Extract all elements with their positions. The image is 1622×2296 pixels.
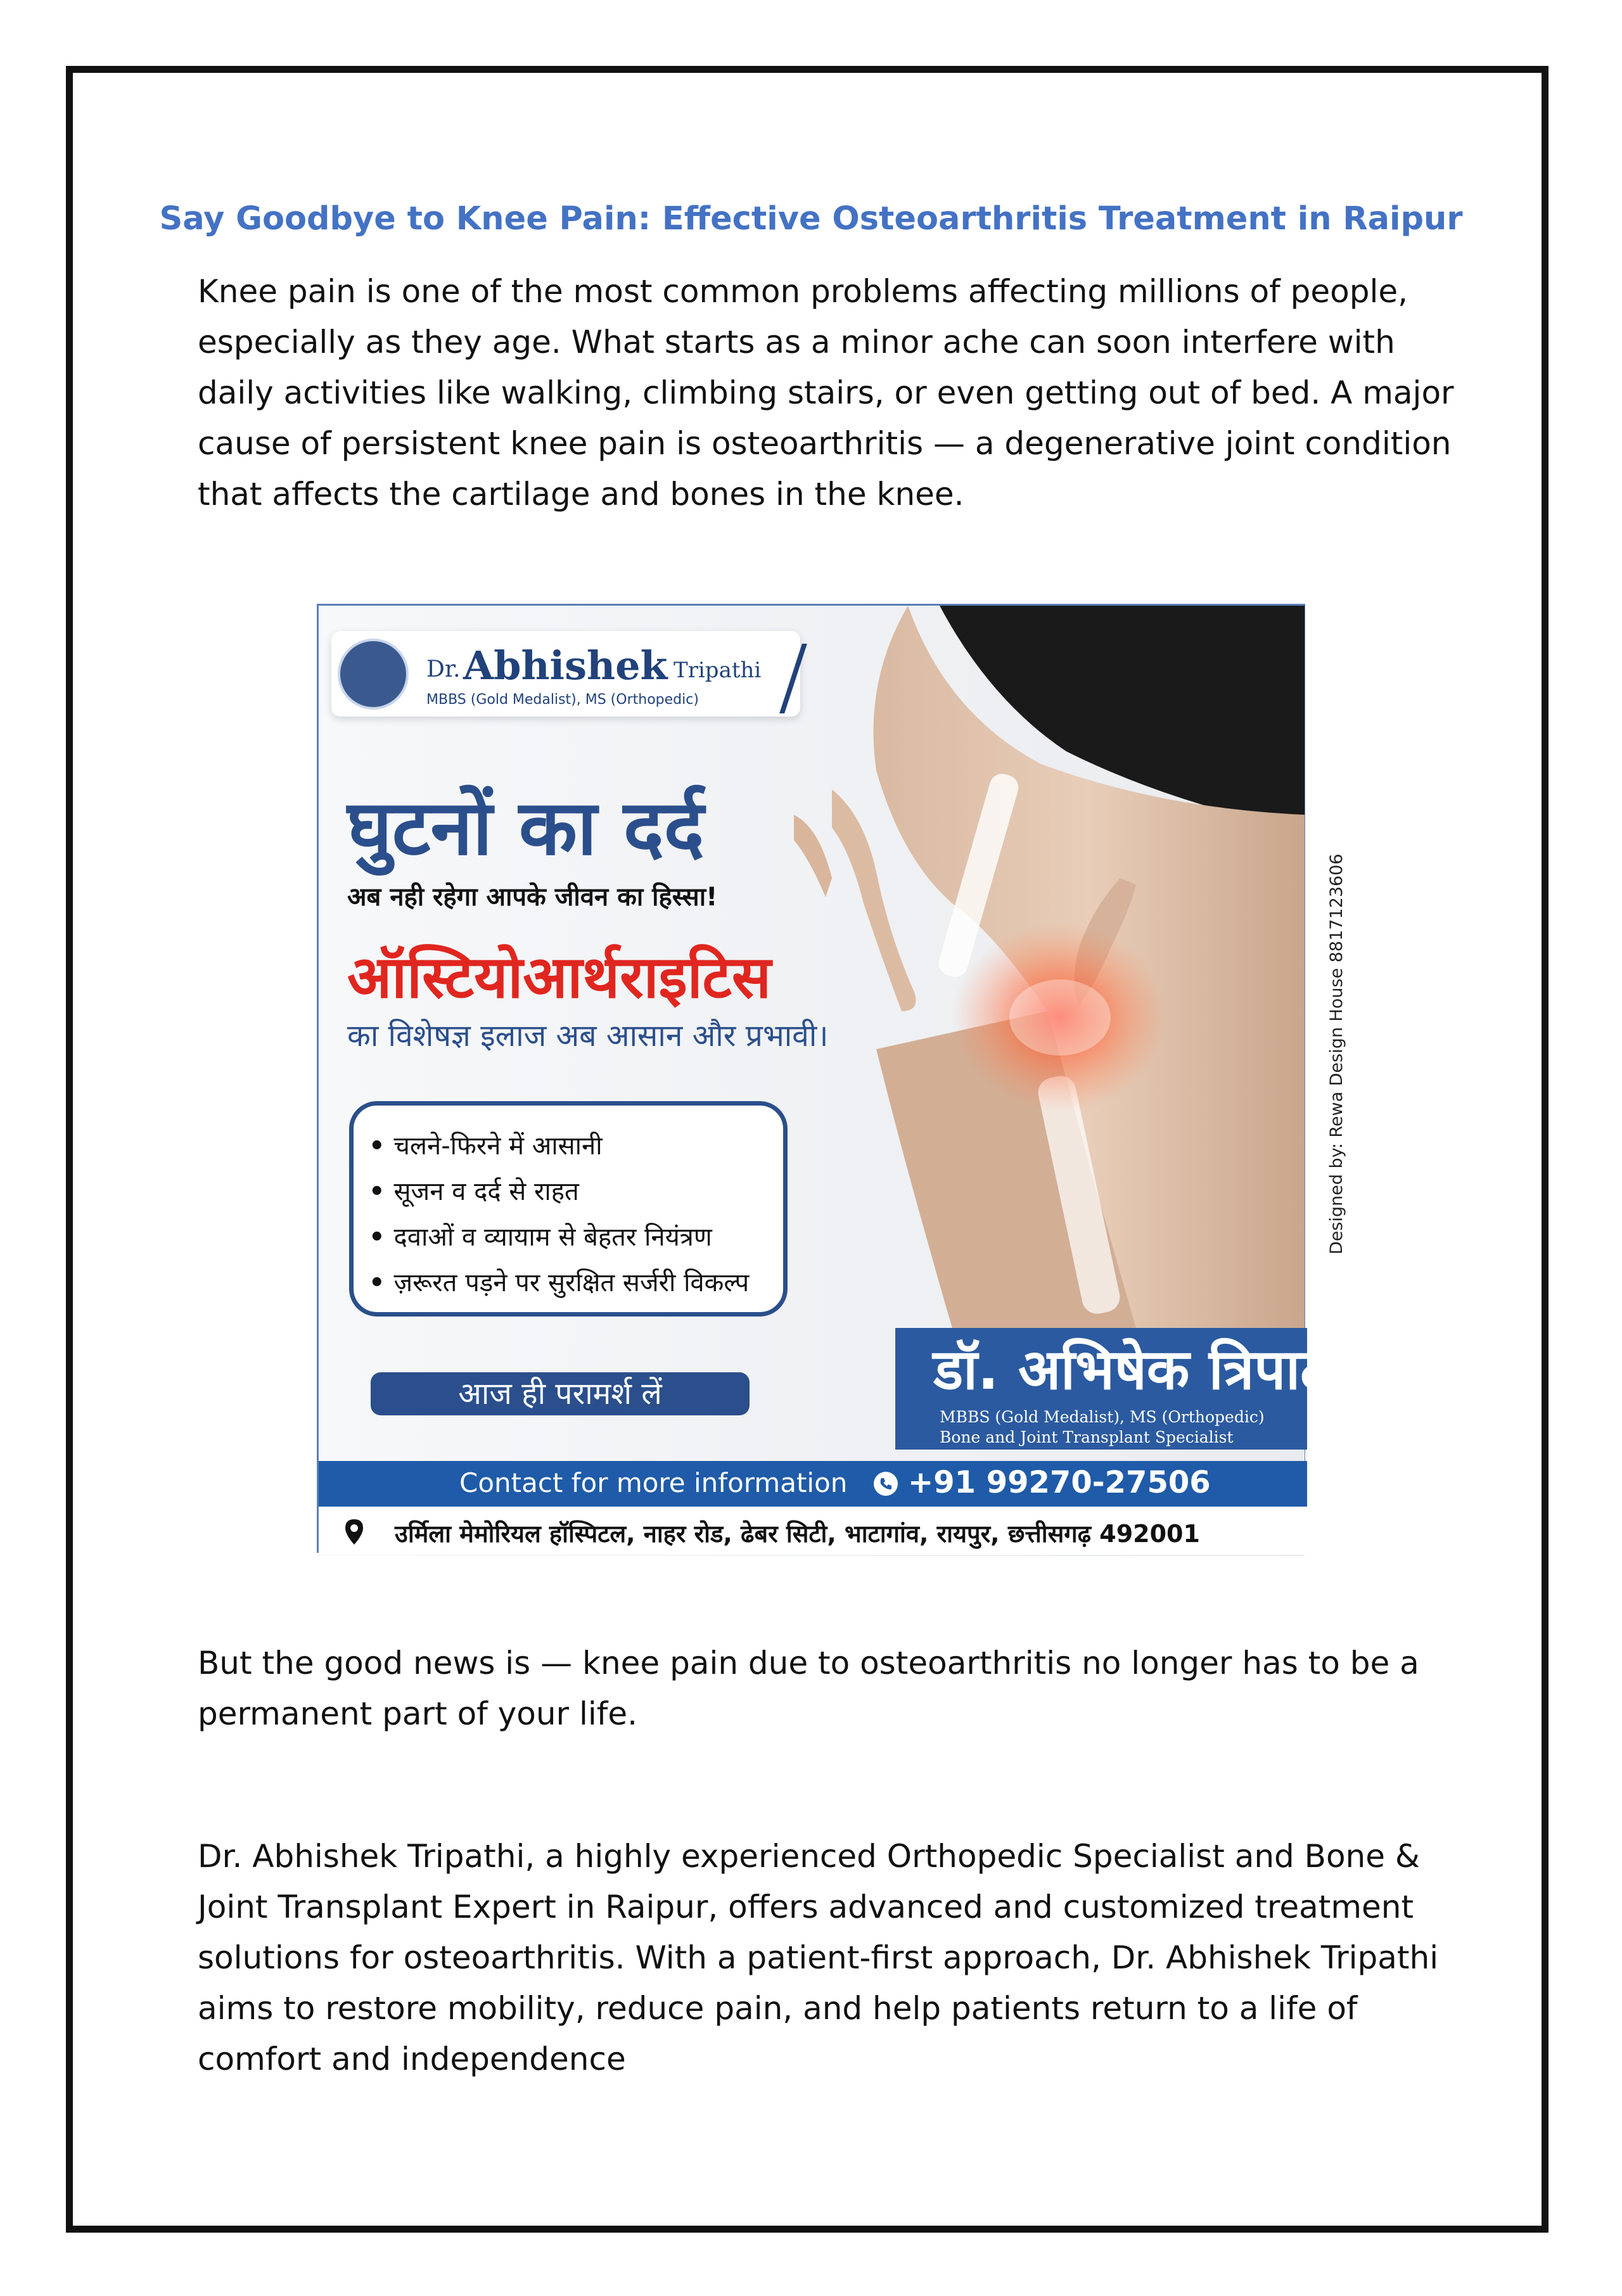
logo-surname: Tripathi (674, 658, 762, 683)
logo-name: Abhishek (463, 642, 668, 689)
benefits-box (349, 1101, 788, 1317)
benefit-item: • सूजन व दर्द से राहत (369, 1169, 783, 1215)
doctor-specialty: Bone and Joint Transplant Specialist (940, 1428, 1234, 1446)
contact-label: Contact for more information (459, 1467, 848, 1498)
ad-condition: ऑस्टियोआर्थराइटिस (347, 943, 772, 1011)
benefits-list (354, 1106, 783, 1306)
benefit-item: • दवाओं व व्यायाम से बेहतर नियंत्रण (369, 1215, 783, 1260)
ad-tagline: का विशेषज्ञ इलाज अब आसान और प्रभावी। (347, 1018, 829, 1054)
hospital-address: उर्मिला मेमोरियल हॉस्पिटल, नाहर रोड, ढेबर सिटी, भाटागांव, रायपुर, छत्तीसगढ़ 492001 (395, 1520, 1200, 1548)
benefit-item: • चलने-फिरने में आसानी (369, 1123, 783, 1169)
contact-bar (319, 1461, 1307, 1507)
intro-paragraph: Knee pain is one of the most common problems affecting millions of people, especially as they age. What starts as a minor ache can soon interfere with daily activities like walking, climbing stairs, or even getting out of bed. A major cause of persistent knee pain is osteoarthritis — a degenerative joint condition that affects the cartilage and bones in the knee. (198, 273, 1454, 513)
doctor-logo (331, 631, 800, 717)
good-news-paragraph: But the good news is — knee pain due to osteoarthritis no longer has to be a permanent part of your life. (198, 1645, 1419, 1732)
address-bar (319, 1507, 1307, 1555)
doctor-degrees: MBBS (Gold Medalist), MS (Orthopedic) (940, 1408, 1265, 1426)
doctor-name-panel (895, 1328, 1347, 1450)
doctor-name: डॉ. अभिषेक त्रिपाठी (933, 1337, 1347, 1402)
consult-button: आज ही परामर्श लें (371, 1372, 750, 1415)
phone-number: +91 99270-27506 (908, 1465, 1211, 1500)
article-heading: Say Goodbye to Knee Pain: Effective Osteoarthritis Treatment in Raipur (159, 200, 1463, 238)
phone-icon (873, 1471, 898, 1496)
designer-credit: Designed by: Rewa Design House 8817123606 (1327, 853, 1346, 1254)
orthopedic-runner-icon (338, 639, 409, 710)
ad-subline: अब नही रहेगा आपके जीवन का हिस्सा! (347, 883, 718, 912)
logo-degrees: MBBS (Gold Medalist), MS (Orthopedic) (426, 692, 699, 708)
doctor-paragraph: Dr. Abhishek Tripathi, a highly experienced Orthopedic Specialist and Bone & Joint Transplant Expert in Raipur, offers advanced and customized treatment solutions for osteoarthritis. With a patient-first approach, Dr. Abhishek Tripathi aims to restore mobility, reduce pain, and help patients return to a life of comfort and independence (198, 1838, 1439, 2077)
logo-prefix: Dr. (426, 656, 461, 682)
benefit-item: • ज़रूरत पड़ने पर सुरक्षित सर्जरी विकल्प (369, 1260, 783, 1306)
location-pin-icon (342, 1518, 367, 1546)
ad-headline: घुटनों का दर्द (347, 784, 705, 872)
